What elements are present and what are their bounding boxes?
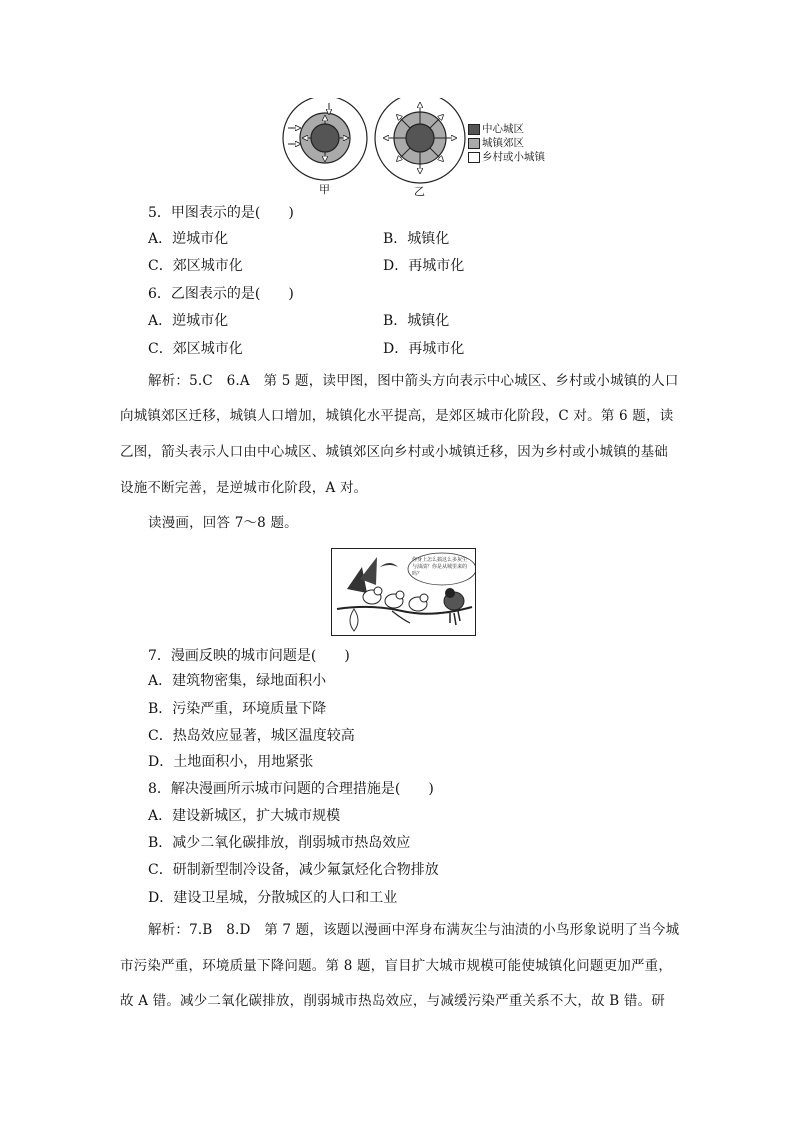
q8-option-a[interactable]: A．建设新城区，扩大城市规模 — [148, 808, 341, 824]
cartoon-speech: 你身上怎么搞这么多灰尘与油渍？你是从城里来的吗？ — [412, 557, 468, 577]
cartoon-intro: 读漫画，回答 7～8 题。 — [148, 515, 298, 531]
q8-stem: 8．解决漫画所示城市问题的合理措施是( ) — [148, 781, 434, 797]
cartoon-image — [331, 548, 476, 636]
legend-swatch-suburb — [468, 138, 480, 149]
q8-option-d[interactable]: D．建设卫星城，分散城区的人口和工业 — [148, 890, 398, 906]
legend-swatch-center — [468, 124, 480, 135]
q5-stem: 5．甲图表示的是( ) — [148, 205, 294, 221]
q7-option-c[interactable]: C．热岛效应显著，城区温度较高 — [148, 728, 355, 744]
figure-legend — [468, 123, 558, 167]
q8-option-b[interactable]: B．减少二氧化碳排放，削弱城市热岛效应 — [148, 835, 411, 851]
legend-swatch-rural — [468, 152, 480, 163]
diagram-label-jia: 甲 — [319, 183, 330, 196]
q5-option-d[interactable]: D．再城市化 — [383, 258, 465, 274]
q8-option-c[interactable]: C．研制新型制冷设备，减少氟氯烃化合物排放 — [148, 862, 439, 878]
analysis1-line-2: 向城镇郊区迁移，城镇人口增加，城镇化水平提高，是郊区城市化阶段，C 对。第 6 题，读 — [120, 408, 674, 424]
analysis1-line-4: 设施不断完善，是逆城市化阶段，A 对。 — [120, 480, 368, 496]
diagram-jia — [283, 98, 367, 180]
q7-option-d[interactable]: D．土地面积小，用地紧张 — [148, 754, 314, 770]
q6-option-c[interactable]: C．郊区城市化 — [148, 341, 243, 357]
q5-option-b[interactable]: B．城镇化 — [383, 231, 450, 247]
q6-option-b[interactable]: B．城镇化 — [383, 313, 450, 329]
q7-option-a[interactable]: A．建筑物密集，绿地面积小 — [148, 673, 327, 689]
analysis2-line-1: 解析：7.B 8.D 第 7 题，该题以漫画中浑身布满灰尘与油渍的小鸟形象说明了当今城 — [148, 922, 680, 938]
legend-label-rural: 乡村或小城镇 — [482, 151, 545, 163]
diagram-label-yi: 乙 — [414, 185, 425, 198]
analysis1-line-1: 解析：5.C 6.A 第 5 题，读甲图，图中箭头方向表示中心城区、乡村或小城镇的人口 — [148, 373, 679, 389]
urbanization-figure — [280, 98, 470, 196]
q7-stem: 7．漫画反映的城市问题是( ) — [148, 648, 350, 664]
analysis2-line-2: 市污染严重，环境质量下降问题。第 8 题，盲目扩大城市规模可能使城镇化问题更加严重， — [120, 958, 673, 974]
q6-stem: 6．乙图表示的是( ) — [148, 286, 294, 302]
diagram-yi — [375, 98, 465, 183]
analysis1-line-3: 乙图，箭头表示人口由中心城区、城镇郊区向乡村或小城镇迁移，因为乡村或小城镇的基础 — [120, 444, 668, 460]
q5-option-a[interactable]: A．逆城市化 — [148, 231, 229, 247]
legend-label-suburb: 城镇郊区 — [482, 137, 524, 149]
q6-option-a[interactable]: A．逆城市化 — [148, 313, 229, 329]
legend-label-center: 中心城区 — [482, 123, 524, 135]
analysis2-line-3: 故 A 错。减少二氧化碳排放，削弱城市热岛效应，与减缓污染严重关系不大，故 B 错。研 — [120, 993, 665, 1009]
q5-option-c[interactable]: C．郊区城市化 — [148, 258, 243, 274]
q6-option-d[interactable]: D．再城市化 — [383, 341, 465, 357]
q7-option-b[interactable]: B．污染严重，环境质量下降 — [148, 701, 327, 717]
